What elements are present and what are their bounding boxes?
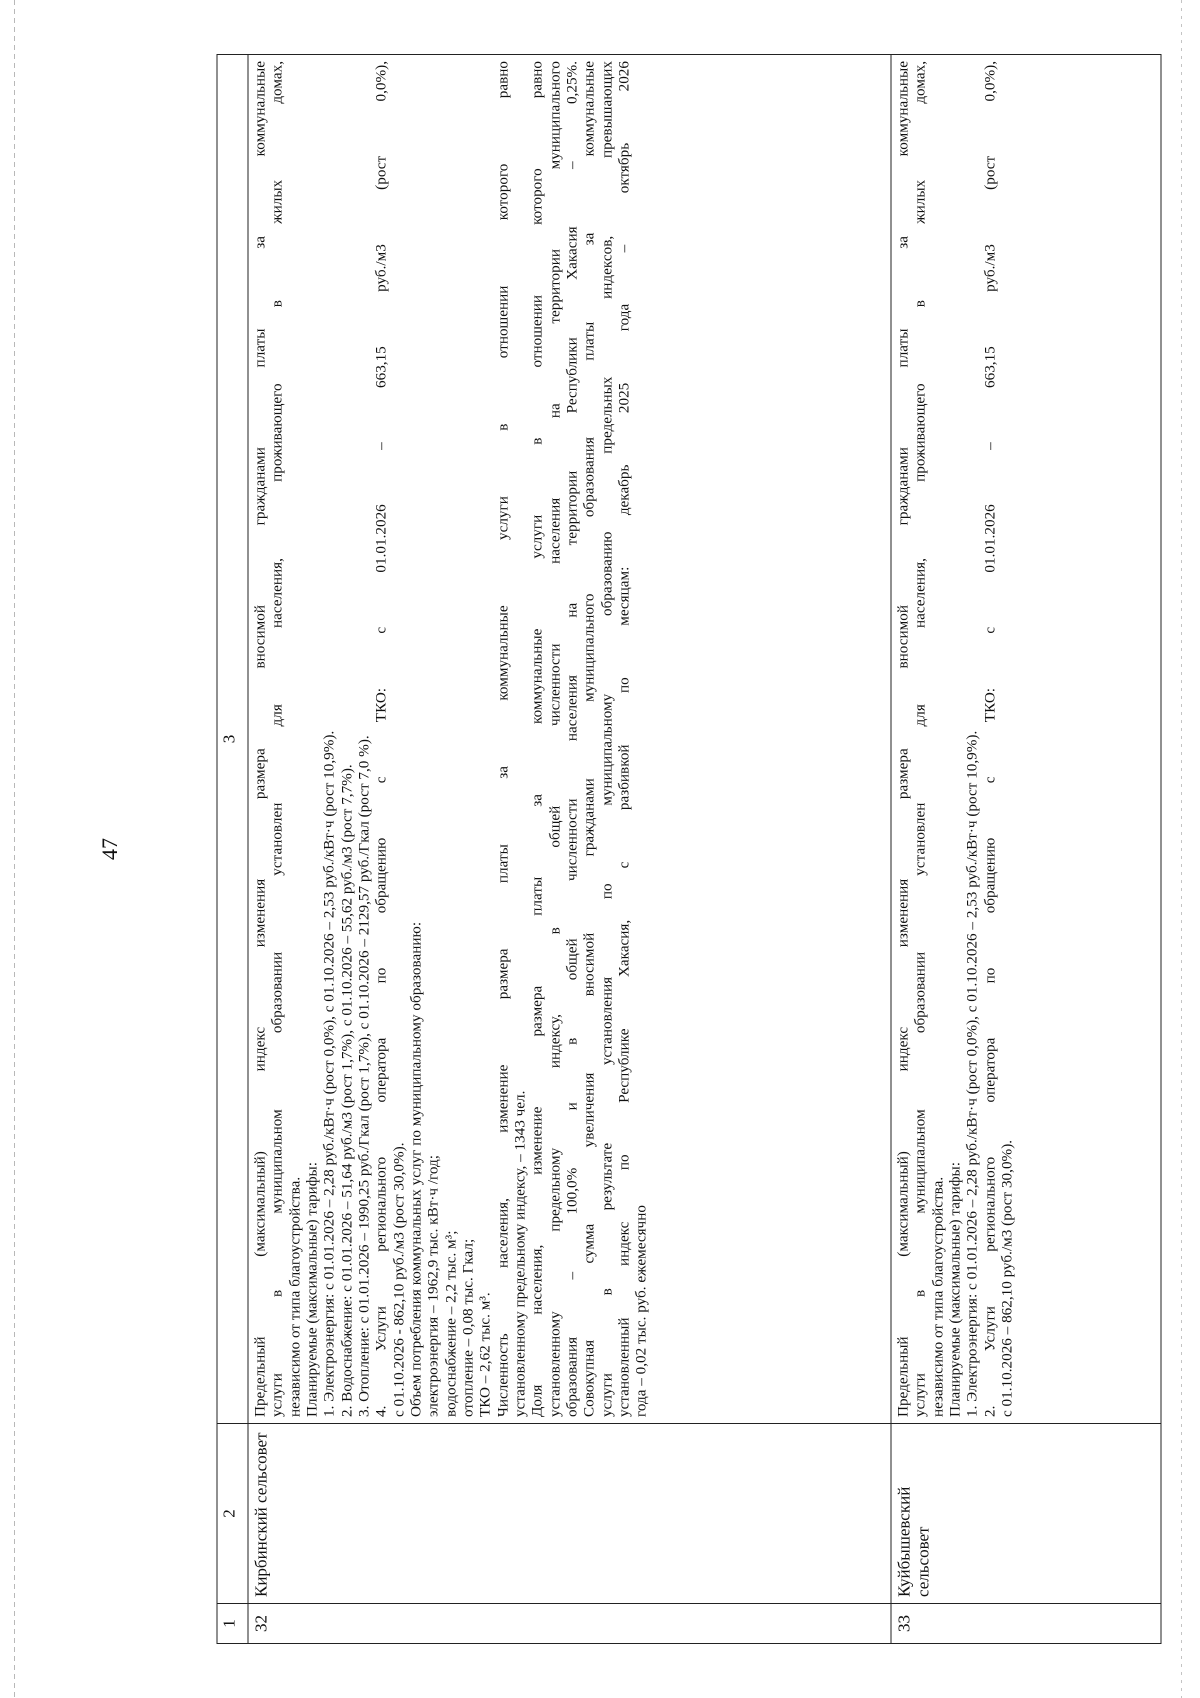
description-line: Предельный (максимальный) индекс изменения размера вносимой гражданами платы за коммунальные: [251, 61, 269, 1417]
description-line: услуги в муниципальном образовании установлен для населения, проживающего в жилых домах,: [268, 61, 286, 1417]
table-row: [891, 55, 1161, 1644]
table-header-row: [217, 55, 248, 1644]
description-line: года – 0,02 тыс. руб. ежемесячно: [632, 1205, 650, 1417]
description-line: услуги в муниципальном образовании установлен для населения, проживающего в жилых домах,: [911, 61, 929, 1417]
description-line: независимо от типа благоустройства.: [286, 1176, 304, 1417]
description-line: с 01.10.2026 – 862,10 руб./м3 (рост 30,0%).: [998, 1139, 1016, 1417]
description-line: установленный индекс по Республике Хакасия, с разбивкой по месяцам: декабрь 2025 года – октябрь 2026: [615, 61, 633, 1417]
description-line: Совокупная сумма увеличения вносимой гражданами муниципального образования платы за коммунальные: [580, 61, 598, 1417]
description-line: с 01.10.2026 - 862,10 руб./м3 (рост 30,0%).: [390, 1142, 408, 1417]
page-number: 47: [97, 838, 122, 860]
description-line: 2. Услуги регионального оператора по обращению с ТКО: с 01.01.2026 – 663,15 руб./м3 (рост 0,0%),: [981, 61, 999, 1417]
description-line: Численность населения, изменение размера платы за коммунальные услуги в отношении которого равно: [494, 61, 512, 1417]
description-line: ТКО – 2,62 тыс. м³.: [476, 1292, 494, 1417]
description-line: электроэнергия – 1962,9 тыс. кВт·ч /год;: [424, 1155, 442, 1417]
description-line: Доля населения, изменение размера платы за коммунальные услуги в отношении которого равно: [528, 61, 546, 1417]
description-line: Объем потребления коммунальных услуг по муниципальному образованию:: [407, 921, 425, 1417]
description-line: 2. Водоснабжение: с 01.01.2026 – 51,64 руб./м3 (рост 1,7%), с 01.10.2026 – 55,62 руб./м3 (рост 7,7%).: [338, 764, 356, 1417]
municipality-name: Кирбинский сельсовет: [248, 1424, 891, 1604]
description-line: образования – 100,0% и в общей численности населения на территории Республики Хакасия – 0,25%.: [563, 61, 581, 1417]
row-description: [891, 55, 1161, 1424]
scan-edge-left: [14, 0, 15, 1698]
description-line: Планируемые (максимальные) тарифы:: [303, 1162, 321, 1417]
table-row: [248, 55, 891, 1644]
description-line: услуги в результате установления по муниципальному образованию предельных индексов, превышающих: [598, 61, 616, 1417]
description-line: установленному предельному индексу, в общей численности населения на территории муниципального: [546, 61, 564, 1417]
description-line: 1. Электроэнергия: с 01.01.2026 – 2,28 руб./кВт·ч (рост 0,0%), с 01.10.2026 – 2,53 руб./кВт·ч (рост 10,9%).: [320, 730, 338, 1417]
description-line: установленному предельному индексу, – 1343 чел.: [511, 1090, 529, 1417]
description-line: Планируемые (максимальные) тарифы:: [946, 1162, 964, 1417]
description-line: водоснабжение – 2,2 тыс. м³;: [442, 1230, 460, 1417]
header-col-3: 3: [217, 55, 248, 1424]
description-line: независимо от типа благоустройства.: [929, 1176, 947, 1417]
description-line: отопление – 0,08 тыс. Гкал;: [459, 1238, 477, 1417]
municipality-name: Куйбышевский сельсовет: [891, 1424, 1161, 1604]
row-number: 33: [891, 1604, 1161, 1644]
header-col-1: 1: [217, 1604, 248, 1644]
rotated-page-content: [217, 54, 1162, 1644]
municipal-index-table: [217, 54, 1162, 1644]
header-col-2: 2: [217, 1424, 248, 1604]
description-line: 1. Электроэнергия: с 01.01.2026 – 2,28 руб./кВт·ч (рост 0,0%), с 01.10.2026 – 2,53 руб./кВт·ч (рост 10,9%).: [963, 730, 981, 1417]
description-line: 3. Отопление: с 01.01.2026 – 1990,25 руб./Гкал (рост 1,7%), с 01.10.2026 – 2129,57 руб./Гкал (рост 7,0 %).: [355, 735, 373, 1417]
row-description: [248, 55, 891, 1424]
row-number: 32: [248, 1604, 891, 1644]
scan-edge-right: [1181, 0, 1182, 1698]
description-line: Предельный (максимальный) индекс изменения размера вносимой гражданами платы за коммунальные: [894, 61, 912, 1417]
description-line: 4. Услуги регионального оператора по обращению с ТКО: с 01.01.2026 – 663,15 руб./м3 (рост 0,0%),: [372, 61, 390, 1417]
